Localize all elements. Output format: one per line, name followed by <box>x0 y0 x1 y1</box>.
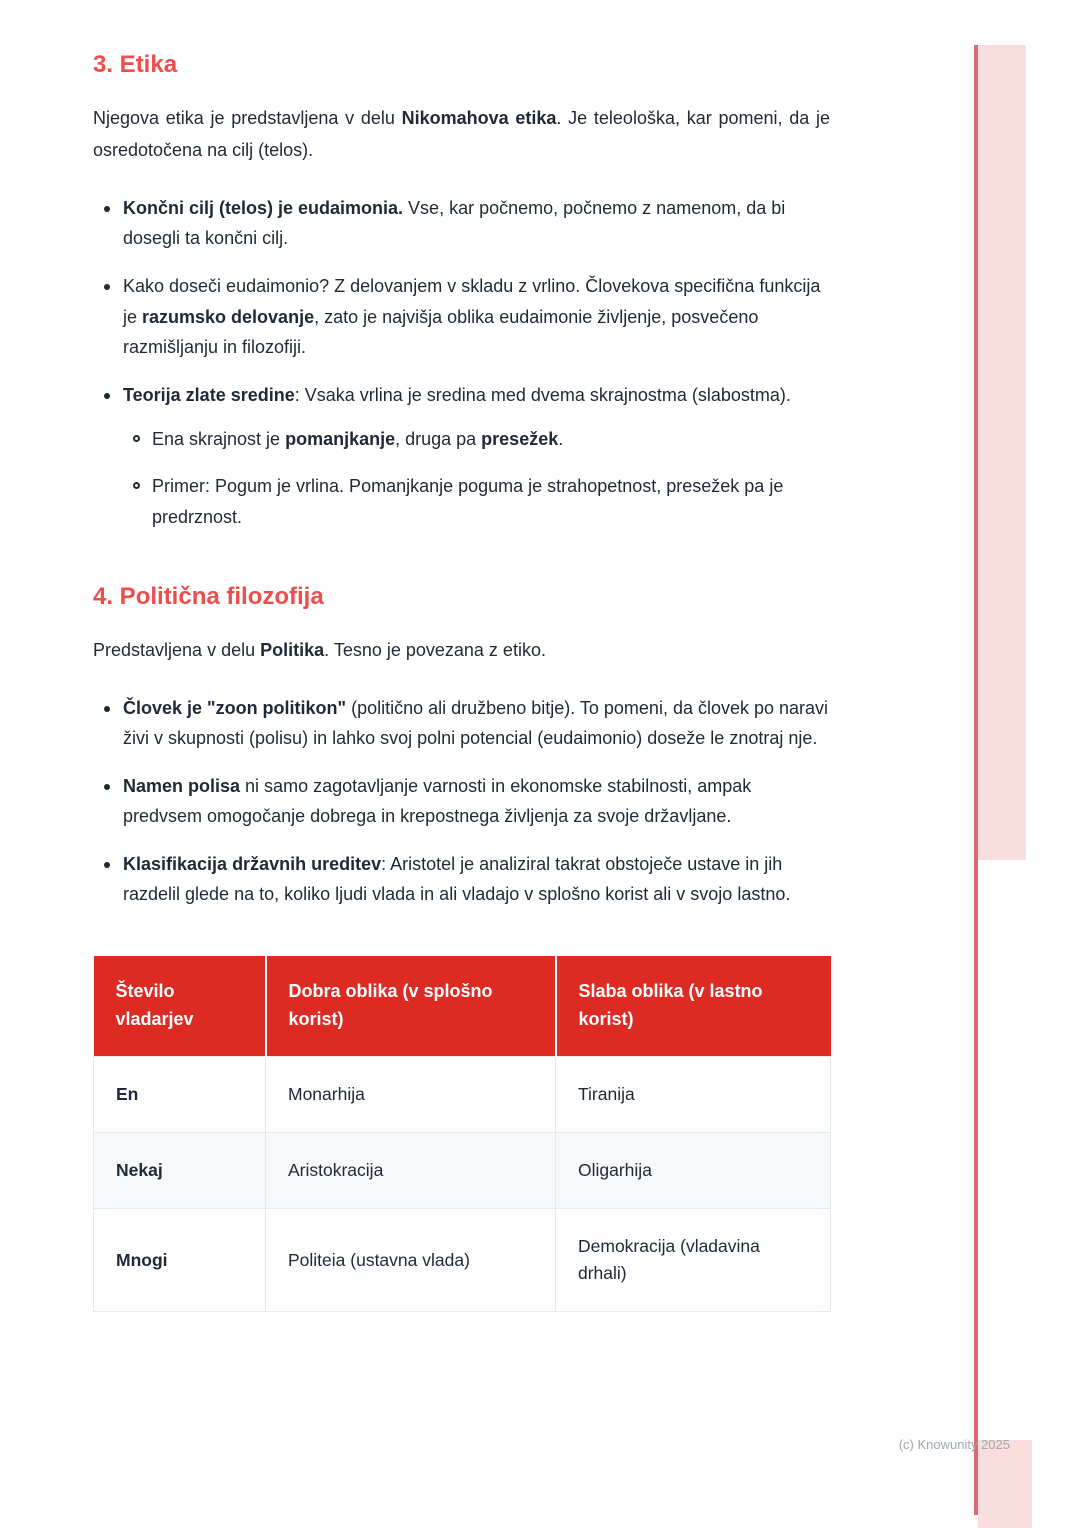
table-cell: Aristokracija <box>266 1132 556 1208</box>
bullet-item <box>93 380 830 532</box>
bullet-item <box>93 849 830 910</box>
bullet-dot-icon <box>104 393 110 399</box>
bullet-item <box>93 771 830 832</box>
table-body <box>94 1056 831 1312</box>
sub-bullet-text: Ena skrajnost je pomanjkanje, druga pa presežek. <box>152 429 564 450</box>
bullet-text: Teorija zlate sredine: Vsaka vrlina je sredina med dvema skrajnostma (slabostma). <box>123 384 791 405</box>
copyright-footer: (c) Knowunity 2025 <box>898 1437 1010 1452</box>
bullet-item <box>93 693 830 754</box>
section-etika <box>93 50 830 532</box>
bullet-dot-icon <box>104 862 110 868</box>
bullet-text: Klasifikacija državnih ureditev: Aristotel je analiziral takrat obstoječe ustave in jih razdelil glede na to, koliko ljudi vlada in ali vladajo v splošno korist ali v svojo lastno. <box>123 853 791 905</box>
bullet-dot-icon <box>104 784 110 790</box>
table-cell: Nekaj <box>94 1132 266 1208</box>
sub-bullet-item <box>123 471 830 532</box>
table-header <box>94 956 831 1056</box>
bullet-text: Končni cilj (telos) je eudaimonia. Vse, kar počnemo, počnemo z namenom, da bi dosegli ta končni cilj. <box>123 197 786 249</box>
table-row <box>94 1132 831 1208</box>
etika-sub-bullet-list <box>123 424 830 532</box>
table-row <box>94 1209 831 1312</box>
document-content <box>93 0 830 1312</box>
section-heading-politicna-filozofija: 4. Politična filozofija <box>93 583 324 611</box>
politika-bullet-list <box>93 693 830 911</box>
bullet-body <box>123 380 830 532</box>
table-cell: Demokracija (vladavina drhali) <box>556 1209 831 1312</box>
table-cell: Monarhija <box>266 1056 556 1132</box>
table-row <box>94 1056 831 1132</box>
table-cell: Politeia (ustavna vlada) <box>266 1209 556 1312</box>
bullet-dot-icon <box>104 206 110 212</box>
sub-bullet-text: Primer: Pogum je vrlina. Pomanjkanje poguma je strahopetnost, presežek pa je predrznost. <box>152 475 784 527</box>
table-cell: Mnogi <box>94 1209 266 1312</box>
government-forms-table <box>93 956 831 1312</box>
etika-bullet-list <box>93 193 830 532</box>
bullet-item <box>93 271 830 363</box>
table-header-row <box>94 956 831 1056</box>
table-cell: Tiranija <box>556 1056 831 1132</box>
table-header-cell: Dobra oblika (v splošno korist) <box>266 956 556 1056</box>
page-edge-stripe-top <box>978 45 1026 860</box>
table-header-cell: Število vladarjev <box>94 956 266 1056</box>
bullet-ring-icon <box>133 435 140 442</box>
section-heading-etika: 3. Etika <box>93 51 178 78</box>
politika-intro-paragraph: Predstavljena v delu Politika. Tesno je povezana z etiko. <box>93 640 546 661</box>
bullet-text: Kako doseči eudaimonio? Z delovanjem v skladu z vrlino. Človekova specifična funkcija je razumsko delovanje, zato je najvišja oblika eudaimonie življenje, posvečeno razmišljanju in filozofiji. <box>123 275 821 358</box>
bullet-text: Človek je "zoon politikon" (politično ali družbeno bitje). To pomeni, da človek po naravi živi v skupnosti (polisu) in lahko svoj polni potencial (eudaimonio) doseže le znotraj nje. <box>123 697 829 749</box>
bullet-dot-icon <box>104 284 110 290</box>
table-cell: Oligarhija <box>556 1132 831 1208</box>
bullet-dot-icon <box>104 706 110 712</box>
bullet-text: Namen polisa ni samo zagotavljanje varnosti in ekonomske stabilnosti, ampak predvsem omogočanje dobrega in krepostnega življenja za svoje državljane. <box>123 775 752 827</box>
bullet-item <box>93 193 830 254</box>
page-edge-stripe-bottom <box>978 1440 1032 1528</box>
section-politicna-filozofija <box>93 582 830 1312</box>
table-cell: En <box>94 1056 266 1132</box>
etika-intro-paragraph: Njegova etika je predstavljena v delu Nikomahova etika. Je teleološka, kar pomeni, da je osredotočena na cilj (telos). <box>93 108 830 161</box>
bullet-ring-icon <box>133 482 140 489</box>
sub-bullet-item <box>123 424 830 455</box>
table-header-cell: Slaba oblika (v lastno korist) <box>556 956 831 1056</box>
